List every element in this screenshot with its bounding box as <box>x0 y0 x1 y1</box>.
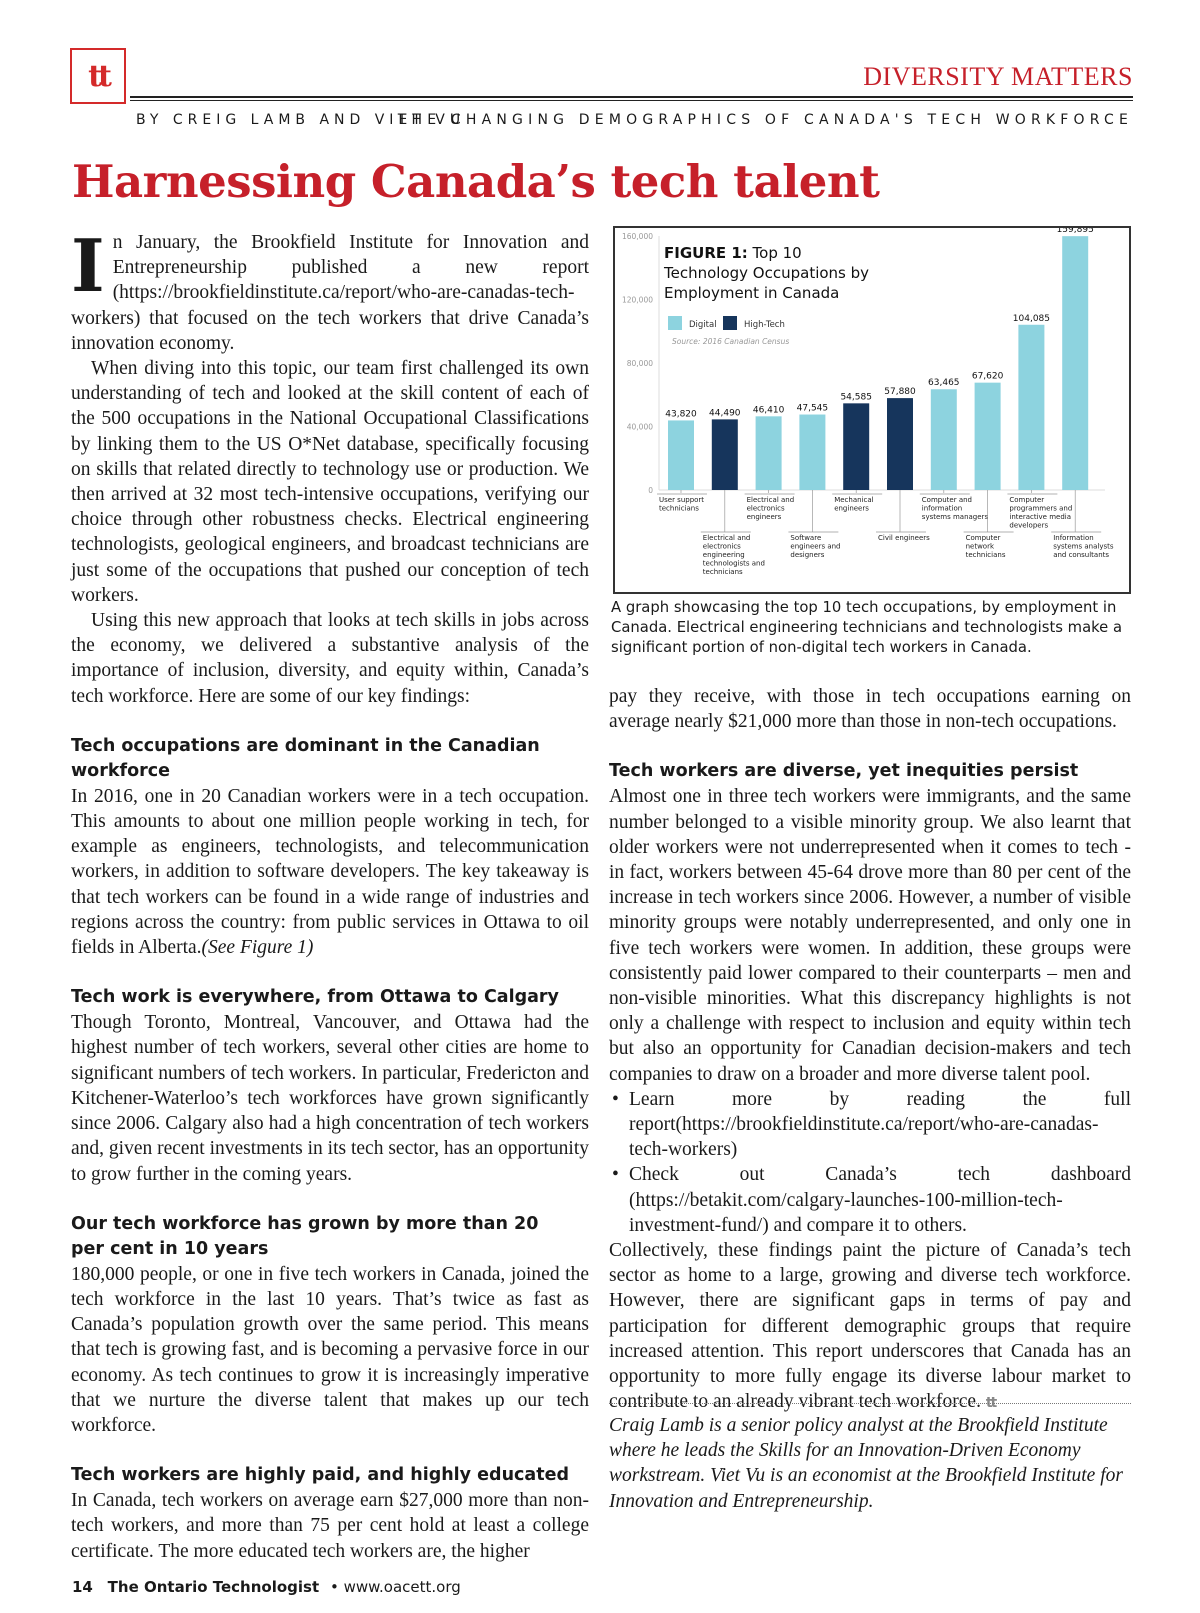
header-rule <box>130 96 1133 101</box>
bar <box>975 383 1001 490</box>
bar-value-label: 46,410 <box>752 405 785 416</box>
end-mark-icon: tt <box>985 1395 996 1412</box>
paragraph: Almost one in three tech workers were immigrants, and the same number belonged to a visible minority group. We also learnt that older workers were not underrepresented when it comes to tech - in fact, workers between 45-64 drove more than 80 per cent of the increase in tech workers since 2006. However, a number of visible minority groups were notably underrepresented, and only one in five tech workers were women. In addition, these groups were consistently paid lower compared to their counterparts – men and non-visible minorities. What this discrepancy highlights is not only a challenge with respect to inclusion and equity within tech but also an opportunity for Canadian decision-makers and tech companies to draw on a broader and more diverse talent pool. <box>609 786 1131 1085</box>
paragraph: pay they receive, with those in tech occupations earning on average nearly $21,000 more than those in non-tech occupations. <box>609 686 1131 733</box>
section-heading: Tech occupations are dominant in the Canadian workforce <box>71 735 540 781</box>
y-tick-label: 0 <box>648 486 653 495</box>
bar <box>799 415 825 490</box>
paragraph <box>71 784 589 960</box>
bar-value-label: 159,895 <box>1056 228 1094 236</box>
bar-value-label: 67,620 <box>971 371 1004 382</box>
y-tick-label: 160,000 <box>621 232 653 241</box>
bar-value-label: 57,880 <box>884 387 916 398</box>
x-category-label: Computer network technicians <box>965 534 1006 559</box>
bar-value-label: 43,820 <box>665 409 697 420</box>
intro-text: n January, the Brookfield Institute for Innovation and Entrepreneurship published a new report (https://brookfieldinstitute.ca/report/who-are-canadas-tech-workers) that focused on the tech workers that drive Canada’s innovation economy. <box>71 232 589 354</box>
bar <box>843 403 869 490</box>
paragraph: Though Toronto, Montreal, Vancouver, and Ottawa had the highest number of tech workers, several other cities are home to significant numbers of tech workers. In particular, Fredericton and Kitchener-Waterloo’s tech workforces have grown significantly since 2006. Calgary also had a high concentration of tech workers and, given recent investments in its tech sector, has an opportunity to grow further in the coming years. <box>71 1012 590 1185</box>
page-number: 14 <box>72 1578 93 1596</box>
section-heading: Tech workers are highly paid, and highly educated <box>71 1465 569 1486</box>
x-category-label: Computer and information systems managers <box>921 496 989 521</box>
bar <box>1062 236 1088 490</box>
legend-label-hightech: High-Tech <box>744 320 785 330</box>
publication-logo <box>70 48 126 104</box>
resource-list <box>609 1087 1131 1238</box>
section-title: DIVERSITY MATTERS <box>863 62 1133 91</box>
chart-title-line3: Employment in Canada <box>664 284 840 302</box>
bar-value-label: 44,490 <box>709 408 741 419</box>
publication-name: The Ontario Technologist <box>107 1578 320 1596</box>
bar <box>712 419 738 490</box>
paragraph <box>609 1238 1131 1416</box>
x-category-label: Electrical and electronics engineers <box>746 496 795 521</box>
bar <box>1018 325 1044 490</box>
bar-value-label: 47,545 <box>796 403 829 414</box>
x-category-label: Electrical and electronics engineering technologists and technicians <box>702 534 765 576</box>
list-item[interactable]: • Check out Canada’s tech dashboard (https://betakit.com/calgary-launches-100-million-tech-investment-fund/) and compare it to others. <box>629 1162 1131 1238</box>
bar <box>668 420 694 490</box>
figure-caption: A graph showcasing the top 10 tech occupations, by employment in Canada. Electrical engineering technicians and technologists make a significant portion of non-digital tech workers in Canada. <box>611 599 1123 656</box>
intro-paragraph <box>71 223 589 356</box>
footer-url[interactable]: www.oacett.org <box>343 1578 461 1596</box>
closing-text: Collectively, these findings paint the picture of Canada’s tech sector as home to a large, growing and diverse tech workforce. However, there are significant gaps in terms of pay and participation for different demographic groups that require increased attention. This report underscores that Canada has an opportunity to more fully engage its diverse labour market to contribute to an already vibrant tech workforce. <box>609 1240 1131 1413</box>
x-category-label: User support technicians <box>659 496 705 513</box>
paragraph: 180,000 people, or one in five tech workers in Canada, joined the tech workforce in the last 10 years. That’s twice as fast as Canada’s population growth over the same period. This means that tech is growing fast, and is becoming a pervasive force in our economy. As tech continues to grow it is increasingly imperative that we nurture the diverse talent that makes up our tech workforce. <box>71 1263 589 1436</box>
bar <box>756 416 782 490</box>
y-tick-label: 80,000 <box>626 359 653 368</box>
figure-reference: (See Figure 1) <box>201 937 314 959</box>
article-right-column <box>609 684 1131 1416</box>
bar-value-label: 104,085 <box>1012 313 1051 324</box>
footer-separator: • <box>329 1578 339 1596</box>
headline: Harnessing Canada’s tech talent <box>72 155 880 208</box>
legend-label-digital: Digital <box>689 320 717 330</box>
author-bio: Craig Lamb is a senior policy analyst at the Brookfield Institute where he leads the Skills for an Innovation-Driven Economy workstream. Viet Vu is an economist at the Brookfield Institute for Innovation and Entrepreneurship. <box>609 1415 1123 1512</box>
bar <box>931 389 957 490</box>
paragraph: When diving into this topic, our team first challenged its own understanding of tech and looked at the skill content of each of the 500 occupations in the National Occupational Classifications by linking them to the US O*Net database, specifically focusing on skills that related directly to technology use or production. We then arrived at 32 most tech-intensive occupations, verifying our choice through other robustness checks. Electrical engineering technologists, geological engineers, and broadcast technicians are just some of the occupations that pushed our conception of tech workers. <box>71 358 589 606</box>
y-tick-label: 40,000 <box>626 422 653 432</box>
byline: BY CREIG LAMB AND VIET VU <box>136 112 466 128</box>
paragraph-text: In 2016, one in 20 Canadian workers were in a tech occupation. This amounts to about one million people working in tech, for example as engineers, technologists, and telecommunication workers, in addition to software developers. The key takeaway is that tech workers can be found in a wide range of industries and regions across the country: from public services in Ottawa to oil fields in Alberta. <box>71 785 589 959</box>
chart-title: FIGURE 1: Top 10 <box>664 244 802 262</box>
figure-1 <box>613 226 1131 594</box>
logo-mark: tt <box>88 58 108 94</box>
bar <box>887 398 913 490</box>
bar-value-label: 54,585 <box>840 392 872 403</box>
section-heading: Tech work is everywhere, from Ottawa to Calgary <box>71 987 559 1008</box>
article-left-column <box>71 223 590 1564</box>
x-category-label: Civil engineers <box>878 534 930 542</box>
chart-title-line2: Technology Occupations by <box>664 264 870 282</box>
page-footer <box>72 1578 461 1596</box>
legend-swatch-digital <box>668 316 682 330</box>
drop-cap: I <box>71 223 105 308</box>
x-category-label: Mechanical engineers <box>834 496 874 513</box>
list-item[interactable]: • Learn more by reading the full report(https://brookfieldinstitute.ca/report/who-are-canadas-tech-workers) <box>629 1087 1131 1163</box>
legend-swatch-hightech <box>723 316 737 330</box>
bio-divider <box>609 1403 1131 1404</box>
paragraph: Using this new approach that looks at tech skills in jobs across the economy, we delivered a substantive analysis of the importance of inclusion, diversity, and equity within, Canada’s tech workforce. Here are some of our key findings: <box>71 610 589 707</box>
section-heading: Tech workers are diverse, yet inequities persist <box>609 761 1079 782</box>
kicker: THE CHANGING DEMOGRAPHICS OF CANADA'S TECH WORKFORCE <box>397 112 1133 128</box>
x-category-label: Computer programmers and interactive media developers <box>1009 496 1073 530</box>
bar-value-label: 63,465 <box>928 378 960 389</box>
x-category-label: Software engineers and designers <box>790 534 841 559</box>
chart-source: Source: 2016 Canadian Census <box>672 337 790 346</box>
paragraph: In Canada, tech workers on average earn $27,000 more than non-tech workers, and more than 75 per cent hold at least a college certificate. The more educated tech workers are, the higher <box>71 1490 589 1562</box>
section-heading: Our tech workforce has grown by more than 20 per cent in 10 years <box>71 1213 539 1259</box>
x-category-label: Information systems analysts and consultants <box>1053 534 1114 559</box>
y-tick-label: 120,000 <box>621 295 653 305</box>
bar-chart <box>615 228 1129 592</box>
